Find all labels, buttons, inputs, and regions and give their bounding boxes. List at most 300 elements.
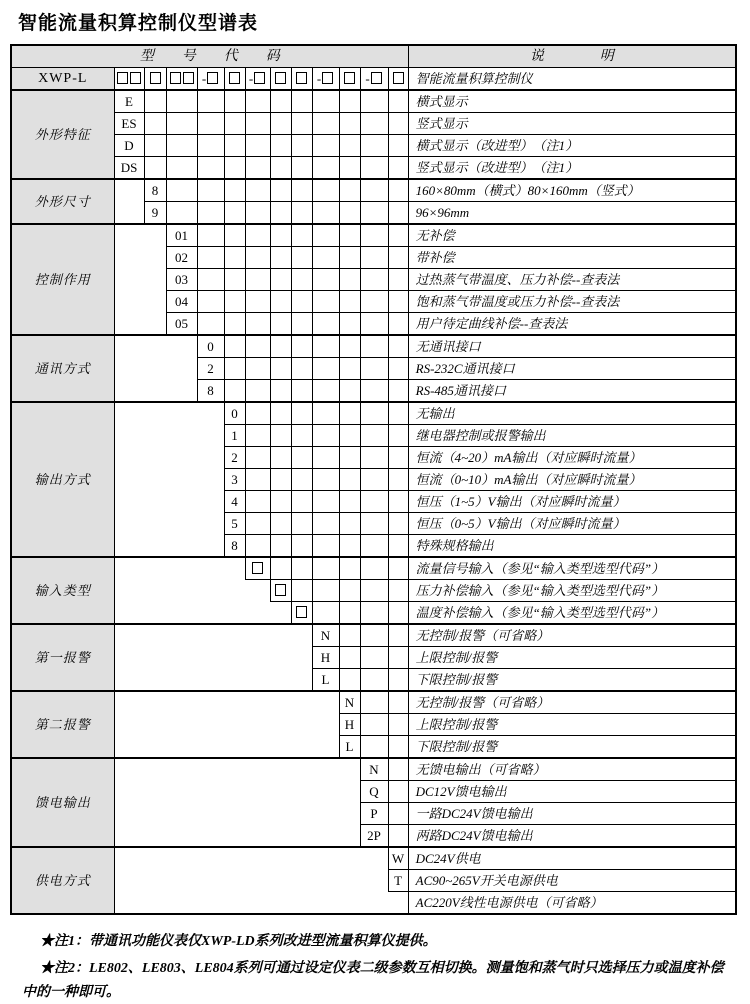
empty-cell (388, 335, 408, 358)
empty-cell (166, 135, 197, 157)
model-spec-table (10, 44, 737, 915)
empty-cell (360, 691, 388, 714)
empty-cell (312, 513, 339, 535)
empty-cell (166, 179, 197, 202)
empty-cell (270, 380, 291, 403)
empty-cell (360, 157, 388, 180)
empty-cell (245, 247, 270, 269)
empty-cell (270, 313, 291, 336)
empty-cell (245, 269, 270, 291)
description-cell: RS-485通讯接口 (408, 380, 736, 403)
description-cell: 无通讯接口 (408, 335, 736, 358)
code-cell: 9 (144, 202, 166, 225)
category-cell: 控制作用 (11, 224, 114, 335)
empty-cell (312, 535, 339, 558)
empty-cell (339, 291, 360, 313)
empty-cell (270, 113, 291, 135)
empty-cell (197, 135, 224, 157)
model-code-cell (270, 68, 291, 91)
spec-row (11, 847, 736, 870)
code-cell: D (114, 135, 144, 157)
empty-cell (197, 157, 224, 180)
empty-cell (224, 380, 245, 403)
empty-cell (312, 157, 339, 180)
empty-cell (245, 113, 270, 135)
empty-cell (360, 513, 388, 535)
model-row (11, 68, 736, 91)
empty-cell (388, 402, 408, 425)
empty-cell (312, 602, 339, 625)
empty-cell (291, 491, 312, 513)
code-cell: H (312, 647, 339, 669)
empty-cell (388, 269, 408, 291)
empty-cell (388, 781, 408, 803)
empty-cell (312, 358, 339, 380)
footnotes (22, 930, 726, 1004)
empty-cell (291, 113, 312, 135)
empty-cell (360, 335, 388, 358)
empty-span-cell (114, 758, 360, 847)
code-cell: 03 (166, 269, 197, 291)
header-row (11, 45, 736, 68)
code-cell: 1 (224, 425, 245, 447)
empty-cell (339, 669, 360, 692)
category-cell: 第一报警 (11, 624, 114, 691)
empty-cell (360, 90, 388, 113)
spec-row (11, 157, 736, 180)
empty-cell (388, 557, 408, 580)
spec-row (11, 758, 736, 781)
empty-span-cell (114, 335, 197, 402)
empty-cell (166, 113, 197, 135)
description-cell: 压力补偿输入（参见“输入类型选型代码”） (408, 580, 736, 602)
empty-cell (339, 469, 360, 491)
empty-cell (224, 202, 245, 225)
empty-span-cell (114, 402, 224, 557)
empty-cell (339, 380, 360, 403)
empty-cell (291, 269, 312, 291)
empty-cell (312, 113, 339, 135)
spec-row (11, 224, 736, 247)
code-cell: 0 (224, 402, 245, 425)
desc-header: 说 明 (408, 45, 736, 68)
empty-cell (270, 269, 291, 291)
empty-cell (312, 135, 339, 157)
empty-cell (245, 402, 270, 425)
empty-cell (245, 291, 270, 313)
empty-cell (388, 425, 408, 447)
spec-row (11, 402, 736, 425)
empty-cell (312, 380, 339, 403)
empty-cell (360, 291, 388, 313)
model-code-cell (388, 68, 408, 91)
description-cell: AC90~265V开关电源供电 (408, 870, 736, 892)
empty-cell (144, 135, 166, 157)
empty-span-cell (114, 557, 245, 580)
empty-cell (224, 335, 245, 358)
empty-cell (388, 202, 408, 225)
empty-cell (388, 135, 408, 157)
code-placeholder-box (393, 72, 404, 84)
code-cell: L (339, 736, 360, 759)
category-cell: 供电方式 (11, 847, 114, 914)
code-placeholder-box (117, 72, 128, 84)
empty-cell (360, 425, 388, 447)
description-cell: 恒流（4~20）mA输出（对应瞬时流量） (408, 447, 736, 469)
description-cell: DC24V供电 (408, 847, 736, 870)
description-cell: 两路DC24V馈电输出 (408, 825, 736, 848)
empty-cell (245, 469, 270, 491)
empty-cell (270, 358, 291, 380)
empty-cell (166, 90, 197, 113)
code-placeholder-box (229, 72, 240, 84)
empty-cell (388, 291, 408, 313)
code-cell: 2P (360, 825, 388, 848)
category-cell: 馈电输出 (11, 758, 114, 847)
category-cell: 外形特征 (11, 90, 114, 179)
code-placeholder-box (371, 72, 382, 84)
code-cell: 8 (224, 535, 245, 558)
code-cell: 3 (224, 469, 245, 491)
empty-cell (245, 224, 270, 247)
empty-cell (339, 335, 360, 358)
empty-cell (270, 224, 291, 247)
empty-cell (388, 224, 408, 247)
empty-cell (197, 90, 224, 113)
empty-cell (339, 513, 360, 535)
spec-row (11, 691, 736, 714)
empty-span-cell (114, 892, 408, 915)
empty-cell (388, 602, 408, 625)
code-cell: 2 (224, 447, 245, 469)
table-body (11, 68, 736, 915)
empty-cell (197, 313, 224, 336)
empty-cell (224, 358, 245, 380)
empty-span-cell (114, 691, 339, 758)
empty-cell (291, 557, 312, 580)
empty-cell (312, 557, 339, 580)
empty-cell (360, 624, 388, 647)
spec-row (11, 892, 736, 915)
description-cell: 横式显示（改进型） （注1） (408, 135, 736, 157)
empty-cell (388, 691, 408, 714)
empty-cell (360, 557, 388, 580)
empty-cell (245, 90, 270, 113)
empty-cell (245, 179, 270, 202)
empty-cell (144, 113, 166, 135)
empty-cell (388, 513, 408, 535)
empty-cell (388, 380, 408, 403)
empty-cell (245, 491, 270, 513)
category-cell: 通讯方式 (11, 335, 114, 402)
empty-cell (312, 313, 339, 336)
empty-cell (312, 202, 339, 225)
empty-cell (339, 179, 360, 202)
empty-cell (197, 113, 224, 135)
category-cell: 外形尺寸 (11, 179, 114, 224)
empty-cell (197, 179, 224, 202)
empty-cell (291, 135, 312, 157)
footnote-1: ★注1：带通讯功能仪表仅XWP-LD系列改进型流量积算仪提供。 (40, 934, 437, 949)
empty-cell (291, 535, 312, 558)
empty-cell (245, 358, 270, 380)
description-cell: 下限控制/报警 (408, 736, 736, 759)
empty-cell (360, 202, 388, 225)
empty-cell (245, 425, 270, 447)
empty-cell (388, 580, 408, 602)
spec-row (11, 624, 736, 647)
code-cell: 8 (197, 380, 224, 403)
empty-cell (291, 513, 312, 535)
model-code-cell (114, 68, 144, 91)
empty-cell (270, 135, 291, 157)
code-cell (245, 557, 270, 580)
code-cell: 01 (166, 224, 197, 247)
empty-cell (291, 358, 312, 380)
description-cell: 特殊规格输出 (408, 535, 736, 558)
empty-cell (339, 647, 360, 669)
code-placeholder-box (296, 606, 307, 618)
description-cell: 横式显示 (408, 90, 736, 113)
empty-cell (360, 669, 388, 692)
empty-cell (224, 291, 245, 313)
model-code-cell (224, 68, 245, 91)
empty-cell (245, 157, 270, 180)
empty-cell (270, 247, 291, 269)
code-placeholder-box (275, 72, 286, 84)
code-placeholder-box (170, 72, 181, 84)
empty-cell (166, 157, 197, 180)
empty-cell (339, 269, 360, 291)
code-cell: E (114, 90, 144, 113)
description-cell: 竖式显示（改进型） （注1） (408, 157, 736, 180)
empty-cell (360, 602, 388, 625)
code-cell: 2 (197, 358, 224, 380)
code-cell (270, 580, 291, 602)
description-cell: 饱和蒸气带温度或压力补偿--查表法 (408, 291, 736, 313)
code-cell: Q (360, 781, 388, 803)
empty-cell (245, 447, 270, 469)
empty-cell (245, 380, 270, 403)
code-cell: 05 (166, 313, 197, 336)
empty-cell (360, 247, 388, 269)
empty-cell (360, 358, 388, 380)
spec-row (11, 557, 736, 580)
category-cell: 输出方式 (11, 402, 114, 557)
empty-cell (291, 247, 312, 269)
empty-cell (291, 447, 312, 469)
empty-cell (291, 224, 312, 247)
empty-cell (388, 669, 408, 692)
description-cell: 无控制/报警（可省略） (408, 691, 736, 714)
empty-cell (312, 425, 339, 447)
empty-cell (388, 447, 408, 469)
code-cell: 5 (224, 513, 245, 535)
empty-cell (388, 491, 408, 513)
empty-cell (388, 358, 408, 380)
empty-cell (360, 179, 388, 202)
model-code-cell: - (197, 68, 224, 91)
code-cell: W (388, 847, 408, 870)
empty-cell (224, 90, 245, 113)
empty-cell (291, 580, 312, 602)
empty-cell (224, 247, 245, 269)
empty-cell (339, 90, 360, 113)
empty-cell (360, 714, 388, 736)
empty-cell (339, 224, 360, 247)
empty-cell (270, 90, 291, 113)
empty-cell (360, 113, 388, 135)
description-cell: 下限控制/报警 (408, 669, 736, 692)
empty-cell (388, 758, 408, 781)
empty-cell (270, 491, 291, 513)
empty-cell (339, 113, 360, 135)
empty-span-cell (114, 580, 270, 602)
empty-cell (388, 313, 408, 336)
empty-cell (388, 825, 408, 848)
model-name: XWP-L (11, 68, 114, 91)
empty-cell (312, 90, 339, 113)
description-cell: 过热蒸气带温度、压力补偿--查表法 (408, 269, 736, 291)
empty-cell (339, 624, 360, 647)
empty-cell (224, 179, 245, 202)
code-cell: 0 (197, 335, 224, 358)
code-cell: T (388, 870, 408, 892)
code-header: 型 号 代 码 (11, 45, 408, 68)
empty-cell (197, 224, 224, 247)
empty-cell (339, 157, 360, 180)
empty-cell (166, 202, 197, 225)
code-cell: H (339, 714, 360, 736)
empty-cell (312, 291, 339, 313)
empty-cell (245, 535, 270, 558)
code-cell: ES (114, 113, 144, 135)
code-cell: 4 (224, 491, 245, 513)
empty-cell (144, 157, 166, 180)
code-placeholder-box (130, 72, 141, 84)
empty-cell (197, 202, 224, 225)
empty-cell (224, 113, 245, 135)
empty-cell (270, 447, 291, 469)
empty-cell (360, 580, 388, 602)
empty-cell (224, 157, 245, 180)
spec-row (11, 179, 736, 202)
empty-cell (388, 736, 408, 759)
empty-cell (388, 624, 408, 647)
empty-cell (144, 90, 166, 113)
description-cell: 用户待定曲线补偿--查表法 (408, 313, 736, 336)
empty-cell (388, 714, 408, 736)
empty-cell (339, 580, 360, 602)
empty-cell (270, 402, 291, 425)
empty-cell (312, 447, 339, 469)
empty-cell (339, 491, 360, 513)
empty-cell (339, 425, 360, 447)
description-cell: 无输出 (408, 402, 736, 425)
empty-cell (312, 491, 339, 513)
code-cell: P (360, 803, 388, 825)
description-cell: 恒压（0~5）V输出（对应瞬时流量） (408, 513, 736, 535)
empty-cell (360, 402, 388, 425)
description-cell: 恒流（0~10）mA输出（对应瞬时流量） (408, 469, 736, 491)
empty-span-cell (114, 602, 291, 625)
code-placeholder-box (322, 72, 333, 84)
empty-cell (360, 491, 388, 513)
empty-cell (339, 402, 360, 425)
description-cell: RS-232C通讯接口 (408, 358, 736, 380)
empty-cell (312, 402, 339, 425)
empty-cell (360, 535, 388, 558)
footnote-2: ★注2：LE802、LE803、LE804系列可通过设定仪表二级参数互相切换。测量饱和蒸气时只选择压力或温度补偿中的一种即可。 (22, 960, 724, 1000)
empty-cell (360, 736, 388, 759)
empty-cell (245, 135, 270, 157)
spec-row (11, 113, 736, 135)
empty-cell (312, 469, 339, 491)
empty-cell (197, 247, 224, 269)
empty-cell (291, 469, 312, 491)
empty-cell (388, 90, 408, 113)
model-code-cell: - (312, 68, 339, 91)
empty-cell (360, 469, 388, 491)
model-code-cell: - (360, 68, 388, 91)
empty-cell (224, 313, 245, 336)
empty-span-cell (114, 224, 166, 335)
code-cell: N (339, 691, 360, 714)
empty-cell (224, 224, 245, 247)
empty-cell (360, 224, 388, 247)
empty-cell (291, 425, 312, 447)
model-description: 智能流量积算控制仪 (408, 68, 736, 91)
description-cell: 无控制/报警（可省略） (408, 624, 736, 647)
model-code-cell (291, 68, 312, 91)
empty-cell (360, 269, 388, 291)
description-cell: 无补偿 (408, 224, 736, 247)
description-cell: 无馈电输出（可省略） (408, 758, 736, 781)
category-cell: 输入类型 (11, 557, 114, 624)
description-cell: 上限控制/报警 (408, 647, 736, 669)
empty-cell (291, 402, 312, 425)
empty-cell (312, 179, 339, 202)
empty-span-cell (114, 624, 312, 691)
spec-row (11, 602, 736, 625)
empty-cell (360, 313, 388, 336)
model-code-cell (144, 68, 166, 91)
code-cell (291, 602, 312, 625)
empty-cell (360, 447, 388, 469)
empty-cell (388, 803, 408, 825)
model-code-cell (166, 68, 197, 91)
code-placeholder-box (275, 584, 286, 596)
spec-row (11, 335, 736, 358)
empty-cell (270, 179, 291, 202)
empty-cell (270, 335, 291, 358)
empty-cell (388, 647, 408, 669)
code-placeholder-box (254, 72, 265, 84)
empty-cell (312, 247, 339, 269)
description-cell: 96×96mm (408, 202, 736, 225)
description-cell: DC12V馈电输出 (408, 781, 736, 803)
empty-cell (339, 202, 360, 225)
empty-cell (312, 224, 339, 247)
code-cell: DS (114, 157, 144, 180)
description-cell: AC220V线性电源供电（可省略） (408, 892, 736, 915)
empty-cell (245, 513, 270, 535)
code-cell: 8 (144, 179, 166, 202)
empty-cell (339, 557, 360, 580)
empty-cell (360, 647, 388, 669)
table-head (11, 45, 736, 68)
description-cell: 竖式显示 (408, 113, 736, 135)
